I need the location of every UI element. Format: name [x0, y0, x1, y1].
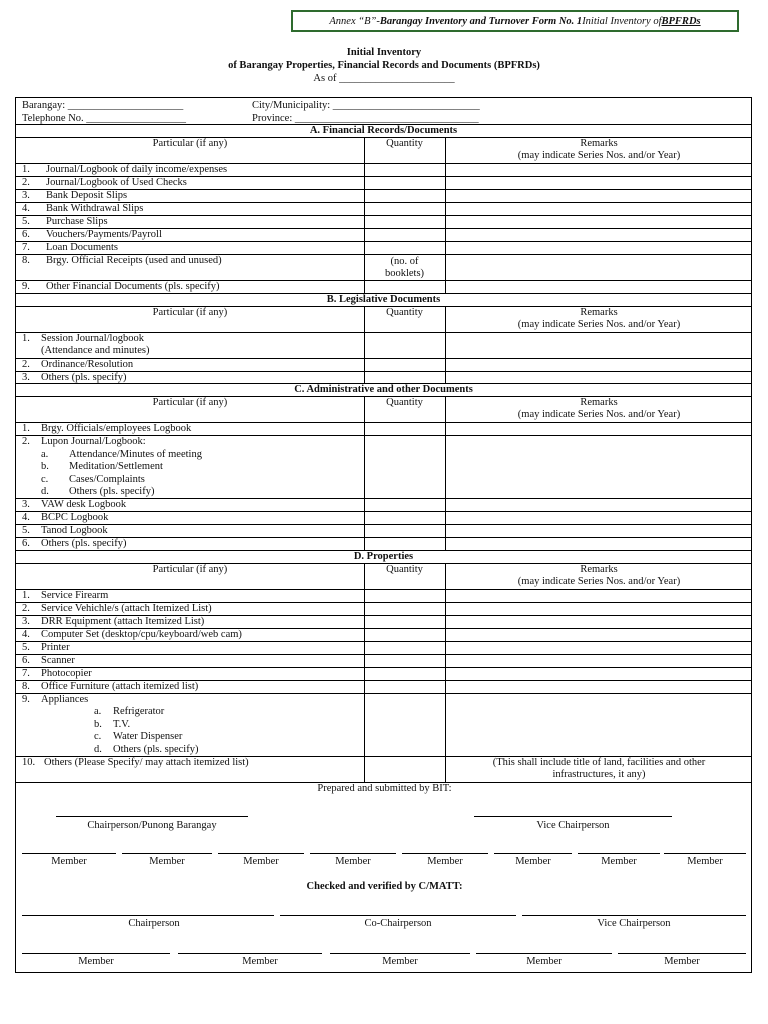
- list-item: 10.: [22, 757, 36, 768]
- remark-10-2: infrastructures, it any): [552, 769, 646, 780]
- col-particular: Particular (if any): [152, 397, 228, 408]
- col-remarks: Remarks: [580, 138, 618, 149]
- list-item-label: Session Journal/logbook: [41, 333, 144, 344]
- col-particular: Particular (if any): [152, 564, 228, 575]
- section-c-title: C. Administrative and other Documents: [294, 384, 473, 395]
- signature-line[interactable]: [122, 853, 212, 854]
- list-item: a.: [41, 449, 49, 460]
- col-remarks-note: (may indicate Series Nos. and/or Year): [517, 319, 681, 330]
- list-item-label: Scanner: [41, 655, 75, 666]
- list-item: b.: [94, 719, 102, 730]
- list-item: 3.: [22, 616, 30, 627]
- city-field[interactable]: City/Municipality: ____________________________: [252, 100, 480, 111]
- signature-line[interactable]: [22, 915, 274, 916]
- list-item: 4.: [22, 629, 30, 640]
- col-particular: Particular (if any): [152, 138, 228, 149]
- list-item-label: Brgy. Officials/employees Logbook: [41, 423, 192, 434]
- list-item: 1.: [22, 590, 30, 601]
- barangay-field[interactable]: Barangay: ______________________: [22, 100, 184, 111]
- form-title: Initial Inventory: [346, 47, 422, 58]
- list-item: 7.: [22, 242, 30, 253]
- chairperson-label: Chairperson/Punong Barangay: [87, 820, 217, 831]
- list-item: 8.: [22, 681, 30, 692]
- list-item-label: Purchase Slips: [46, 216, 108, 227]
- list-item: c.: [41, 474, 49, 485]
- list-item-label: Others (pls. specify): [113, 744, 199, 755]
- list-item: 1.: [22, 164, 30, 175]
- annex-form-name: Barangay Inventory and Turnover Form No. 1: [379, 15, 583, 27]
- list-item-label: Service Firearm: [41, 590, 109, 601]
- signature-line[interactable]: [218, 853, 304, 854]
- list-item-label: VAW desk Logbook: [41, 499, 127, 510]
- list-item: 9.: [22, 281, 30, 292]
- list-item: 6.: [22, 655, 30, 666]
- member-label: Member: [149, 856, 185, 867]
- member-label: Member: [242, 956, 278, 967]
- list-item: 2.: [22, 359, 30, 370]
- list-item-label: Lupon Journal/Logbook:: [41, 436, 146, 447]
- col-particular: Particular (if any): [152, 307, 228, 318]
- list-item-label: Others (Please Specify/ may attach itemized list): [44, 757, 249, 768]
- list-item: 5.: [22, 642, 30, 653]
- member-label: Member: [78, 956, 114, 967]
- list-item: d.: [94, 744, 102, 755]
- list-item-label: Vouchers/Payments/Payroll: [46, 229, 162, 240]
- col-remarks: Remarks: [580, 307, 618, 318]
- list-item-label: Other Financial Documents (pls. specify): [46, 281, 220, 292]
- form-subtitle: of Barangay Properties, Financial Records and Documents (BPFRDs): [228, 60, 540, 71]
- list-item: 7.: [22, 668, 30, 679]
- annex-label: [291, 10, 739, 32]
- list-item-label: Water Dispenser: [113, 731, 183, 742]
- section-b-title: B. Legislative Documents: [326, 294, 441, 305]
- cmatt-vice-chair-label: Vice Chairperson: [597, 918, 671, 929]
- province-field[interactable]: Province: ___________________________________: [252, 113, 479, 124]
- vice-chair-label: Vice Chairperson: [536, 820, 610, 831]
- list-item: 9.: [22, 694, 30, 705]
- list-item: a.: [94, 706, 102, 717]
- signature-line[interactable]: [474, 816, 672, 817]
- list-item-label: Refrigerator: [113, 706, 165, 717]
- list-item: 1.: [22, 333, 30, 344]
- signature-line[interactable]: [494, 853, 572, 854]
- list-item-label: Tanod Logbook: [41, 525, 108, 536]
- col-remarks-note: (may indicate Series Nos. and/or Year): [517, 576, 681, 587]
- col-quantity: Quantity: [386, 397, 423, 408]
- list-item-label: Bank Deposit Slips: [46, 190, 128, 201]
- checked-label: Checked and verified by C/MATT:: [306, 881, 463, 892]
- col-quantity: Quantity: [386, 564, 423, 575]
- signature-line[interactable]: [330, 953, 470, 954]
- co-chairperson-label: Co-Chairperson: [364, 918, 432, 929]
- signature-line[interactable]: [402, 853, 488, 854]
- member-label: Member: [51, 856, 87, 867]
- col-remarks: Remarks: [580, 564, 618, 575]
- list-item: 4.: [22, 203, 30, 214]
- list-item-label: Others (pls. specify): [41, 372, 127, 383]
- list-item-label: Loan Documents: [46, 242, 119, 253]
- list-item: 5.: [22, 216, 30, 227]
- list-item: d.: [41, 486, 49, 497]
- list-item-label: Attendance/Minutes of meeting: [69, 449, 202, 460]
- member-label: Member: [687, 856, 723, 867]
- member-label: Member: [664, 956, 700, 967]
- list-item: c.: [94, 731, 102, 742]
- list-item: 6.: [22, 229, 30, 240]
- list-item: 2.: [22, 603, 30, 614]
- list-item-label: Journal/Logbook of daily income/expenses: [46, 164, 228, 175]
- as-of-line: As of ______________________: [313, 73, 455, 84]
- list-item-label: Brgy. Official Receipts (used and unused): [46, 255, 222, 266]
- section-d-title: D. Properties: [353, 551, 414, 562]
- member-label: Member: [601, 856, 637, 867]
- list-item-label: DRR Equipment (attach Itemized List): [41, 616, 205, 627]
- list-item-label: Printer: [41, 642, 70, 653]
- list-item: 2.: [22, 436, 30, 447]
- section-a-title: A. Financial Records/Documents: [309, 125, 458, 136]
- signature-line[interactable]: [522, 915, 746, 916]
- qty-note-2: booklets): [384, 268, 425, 279]
- list-item: 2.: [22, 177, 30, 188]
- list-item-label: BCPC Logbook: [41, 512, 109, 523]
- list-item-label: Computer Set (desktop/cpu/keyboard/web cam): [41, 629, 242, 640]
- list-item: 3.: [22, 499, 30, 510]
- qty-note: (no. of: [390, 256, 419, 267]
- col-remarks-note: (may indicate Series Nos. and/or Year): [517, 409, 681, 420]
- list-item: 3.: [22, 372, 30, 383]
- annex-middle: Initial Inventory of: [582, 15, 662, 27]
- list-item: 6.: [22, 538, 30, 549]
- list-item: b.: [41, 461, 49, 472]
- remark-10: (This shall include title of land, facilities and other: [492, 757, 706, 768]
- telephone-field[interactable]: Telephone No. ___________________: [22, 113, 187, 124]
- col-remarks-note: (may indicate Series Nos. and/or Year): [517, 150, 681, 161]
- signature-line[interactable]: [56, 816, 248, 817]
- list-item-label: Meditation/Settlement: [69, 461, 163, 472]
- signature-line[interactable]: [310, 853, 396, 854]
- col-remarks: Remarks: [580, 397, 618, 408]
- list-item-label: Journal/Logbook of Used Checks: [46, 177, 187, 188]
- member-label: Member: [427, 856, 463, 867]
- signature-line[interactable]: [664, 853, 746, 854]
- member-label: Member: [335, 856, 371, 867]
- list-item-label: Bank Withdrawal Slips: [46, 203, 144, 214]
- list-item-label: Cases/Complaints: [69, 474, 145, 485]
- signature-line[interactable]: [22, 953, 170, 954]
- member-label: Member: [243, 856, 279, 867]
- list-item-label: (Attendance and minutes): [41, 345, 150, 356]
- signature-line[interactable]: [476, 953, 612, 954]
- list-item-label: Office Furniture (attach itemized list): [41, 681, 199, 692]
- list-item-label: Appliances: [41, 694, 89, 705]
- signature-line[interactable]: [280, 915, 516, 916]
- list-item-label: Service Vehichle/s (attach Itemized List): [41, 603, 212, 614]
- member-label: Member: [382, 956, 418, 967]
- member-label: Member: [515, 856, 551, 867]
- col-quantity: Quantity: [386, 138, 423, 149]
- signature-line[interactable]: [618, 953, 746, 954]
- list-item-label: Others (pls. specify): [69, 486, 155, 497]
- list-item-label: Ordinance/Resolution: [41, 359, 134, 370]
- list-item: 4.: [22, 512, 30, 523]
- annex-prefix: Annex “B”-: [329, 15, 380, 27]
- inventory-table: [15, 97, 752, 973]
- signature-line[interactable]: [22, 853, 116, 854]
- list-item: 3.: [22, 190, 30, 201]
- col-quantity: Quantity: [386, 307, 423, 318]
- cmatt-chairperson-label: Chairperson: [128, 918, 180, 929]
- list-item: 1.: [22, 423, 30, 434]
- signature-line[interactable]: [578, 853, 660, 854]
- prepared-label: Prepared and submitted by BIT:: [317, 783, 452, 794]
- member-label: Member: [526, 956, 562, 967]
- list-item-label: Photocopier: [41, 668, 92, 679]
- annex-bpfrds: BPFRDs: [661, 15, 701, 27]
- list-item-label: Others (pls. specify): [41, 538, 127, 549]
- list-item-label: T.V.: [113, 719, 131, 730]
- signature-line[interactable]: [178, 953, 322, 954]
- list-item: 5.: [22, 525, 30, 536]
- list-item: 8.: [22, 255, 30, 266]
